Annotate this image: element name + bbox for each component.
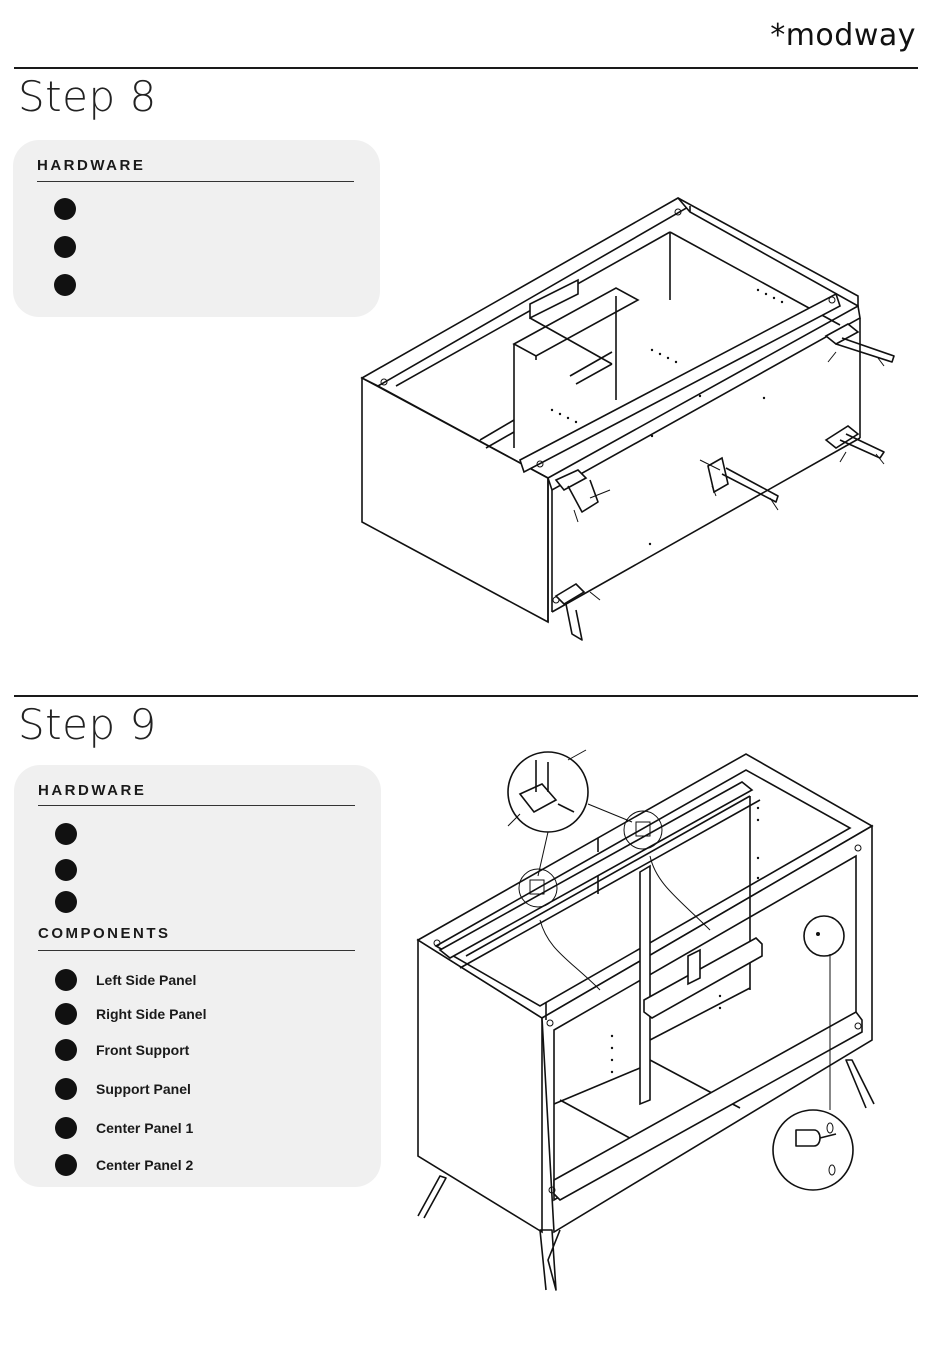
leg-bracket-mid-left — [556, 470, 610, 522]
leg-bracket-mid-right — [826, 426, 884, 464]
step-9-title: Step 9 — [18, 700, 157, 749]
component-label: Front Support — [96, 1042, 190, 1058]
step-8-title: Step 8 — [18, 72, 157, 121]
component-label: Support Panel — [96, 1081, 191, 1097]
component-label: Left Side Panel — [96, 972, 197, 988]
step-9-cabinet-drawing — [418, 750, 874, 1290]
brand-logo: *modway — [770, 18, 916, 53]
component-label: Center Panel 1 — [96, 1120, 194, 1136]
step-9-hardware-heading: HARDWARE — [38, 782, 147, 799]
leg-bracket-front-left — [556, 584, 600, 640]
center-leg-bracket — [700, 458, 778, 510]
step-9-components-heading: COMPONENTS — [38, 925, 171, 942]
step-8-cabinet-drawing — [362, 198, 894, 640]
component-label: Right Side Panel — [96, 1006, 207, 1022]
step-8-hardware-heading: HARDWARE — [37, 157, 146, 174]
component-label: Center Panel 2 — [96, 1157, 194, 1173]
